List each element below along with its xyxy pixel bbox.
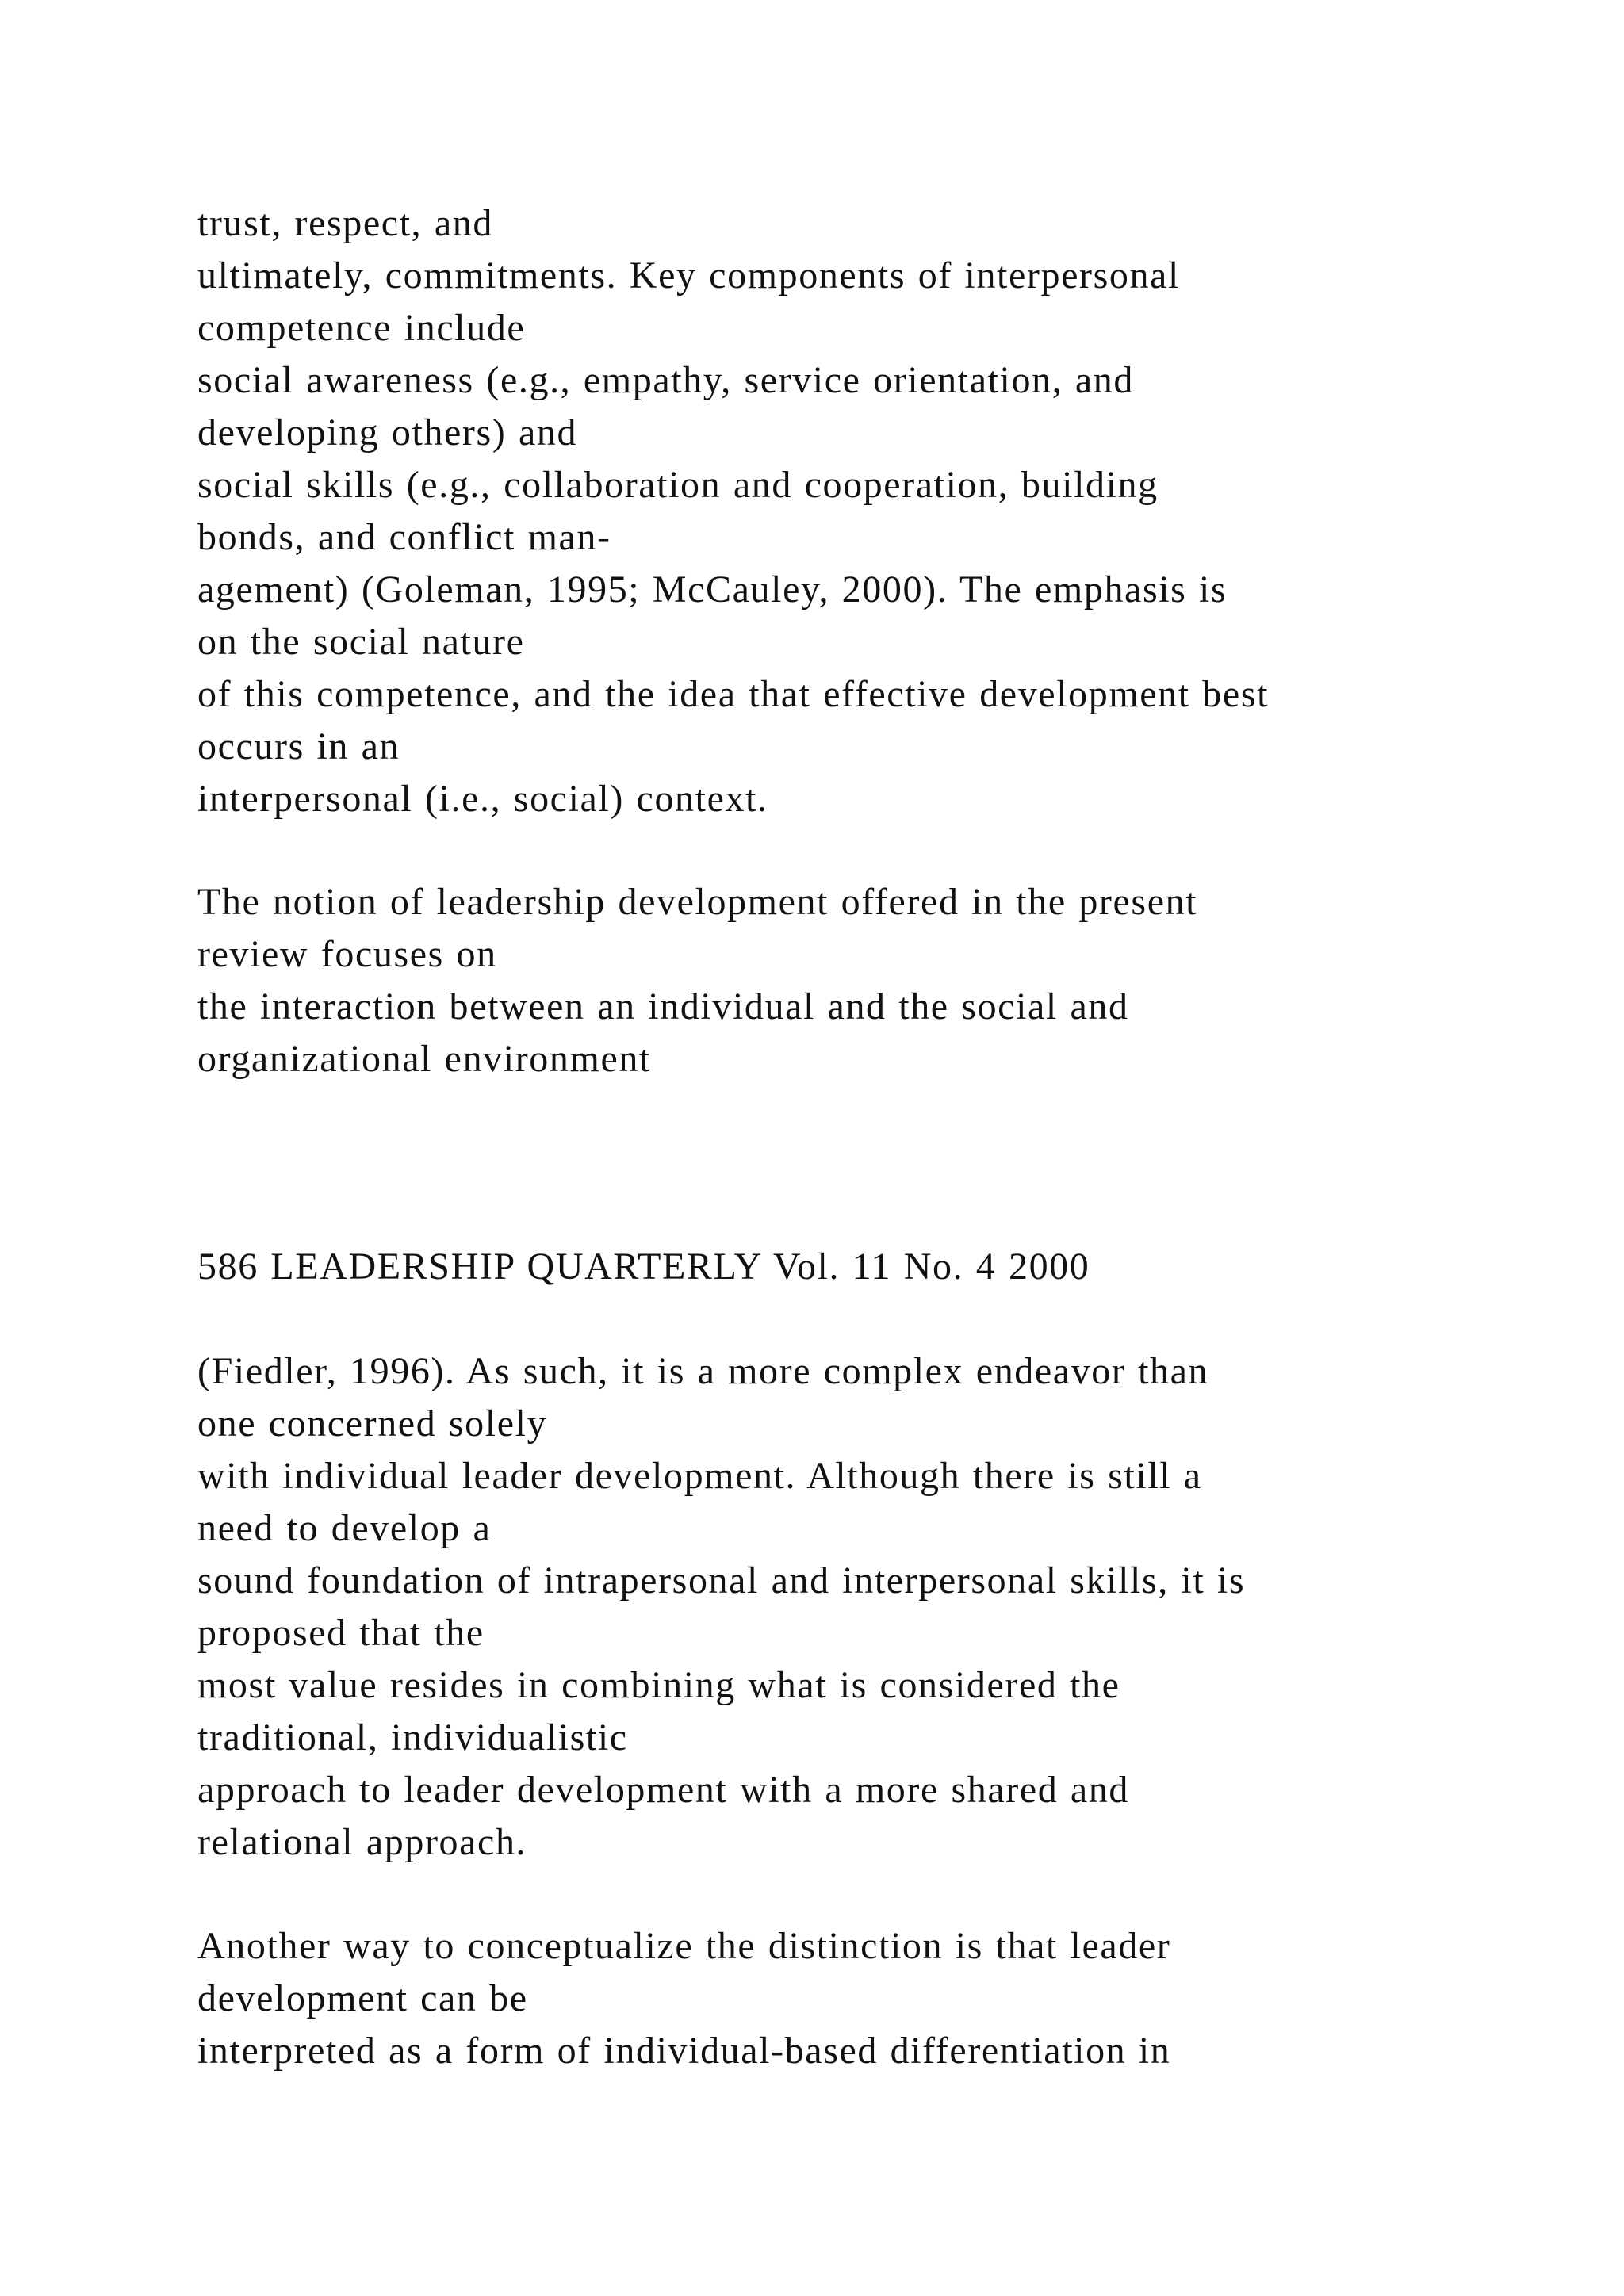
- text-line: on the social nature: [197, 621, 525, 663]
- page-header-text: 586 LEADERSHIP QUARTERLY Vol. 11 No. 4 2000: [197, 1246, 1090, 1288]
- text-line: agement) (Goleman, 1995; McCauley, 2000). The emphasis is: [197, 568, 1228, 610]
- text-line: bonds, and conflict man-: [197, 516, 611, 558]
- text-line: developing others) and: [197, 411, 578, 453]
- text-line: The notion of leadership development offered in the present: [197, 881, 1198, 923]
- text-line: ultimately, commitments. Key components of interpersonal: [197, 254, 1180, 297]
- text-line: most value resides in combining what is considered the: [197, 1664, 1120, 1706]
- text-line: social skills (e.g., collaboration and cooperation, building: [197, 464, 1159, 506]
- paragraph-fiedler: [197, 1345, 1545, 1869]
- text-line: of this competence, and the idea that effective development best: [197, 673, 1270, 715]
- text-line: (Fiedler, 1996). As such, it is a more complex endeavor than: [197, 1350, 1209, 1392]
- text-line: trust, respect, and: [197, 202, 493, 244]
- text-line: review focuses on: [197, 933, 497, 975]
- text-line: one concerned solely: [197, 1402, 548, 1445]
- text-line: Another way to conceptualize the distinction is that leader: [197, 1925, 1171, 1967]
- text-line: traditional, individualistic: [197, 1716, 628, 1758]
- text-line: occurs in an: [197, 725, 400, 767]
- text-line: interpreted as a form of individual-based differentiation in: [197, 2030, 1171, 2072]
- text-line: development can be: [197, 1977, 528, 2019]
- text-line: competence include: [197, 307, 526, 349]
- paragraph-interpersonal-competence: [197, 197, 1545, 825]
- text-line: relational approach.: [197, 1821, 527, 1863]
- paragraph-leadership-development-notion: [197, 876, 1545, 1085]
- text-line: organizational environment: [197, 1038, 651, 1080]
- text-line: with individual leader development. Although there is still a: [197, 1455, 1202, 1497]
- text-line: interpersonal (i.e., social) context.: [197, 778, 768, 820]
- text-line: need to develop a: [197, 1507, 492, 1549]
- running-header: [197, 1241, 1545, 1293]
- text-line: approach to leader development with a more shared and: [197, 1769, 1130, 1811]
- text-line: the interaction between an individual and the social and: [197, 985, 1129, 1027]
- text-line: social awareness (e.g., empathy, service orientation, and: [197, 359, 1134, 401]
- paragraph-conceptualize-distinction: [197, 1920, 1545, 2077]
- text-line: proposed that the: [197, 1612, 485, 1654]
- text-line: sound foundation of intrapersonal and interpersonal skills, it is: [197, 1559, 1246, 1601]
